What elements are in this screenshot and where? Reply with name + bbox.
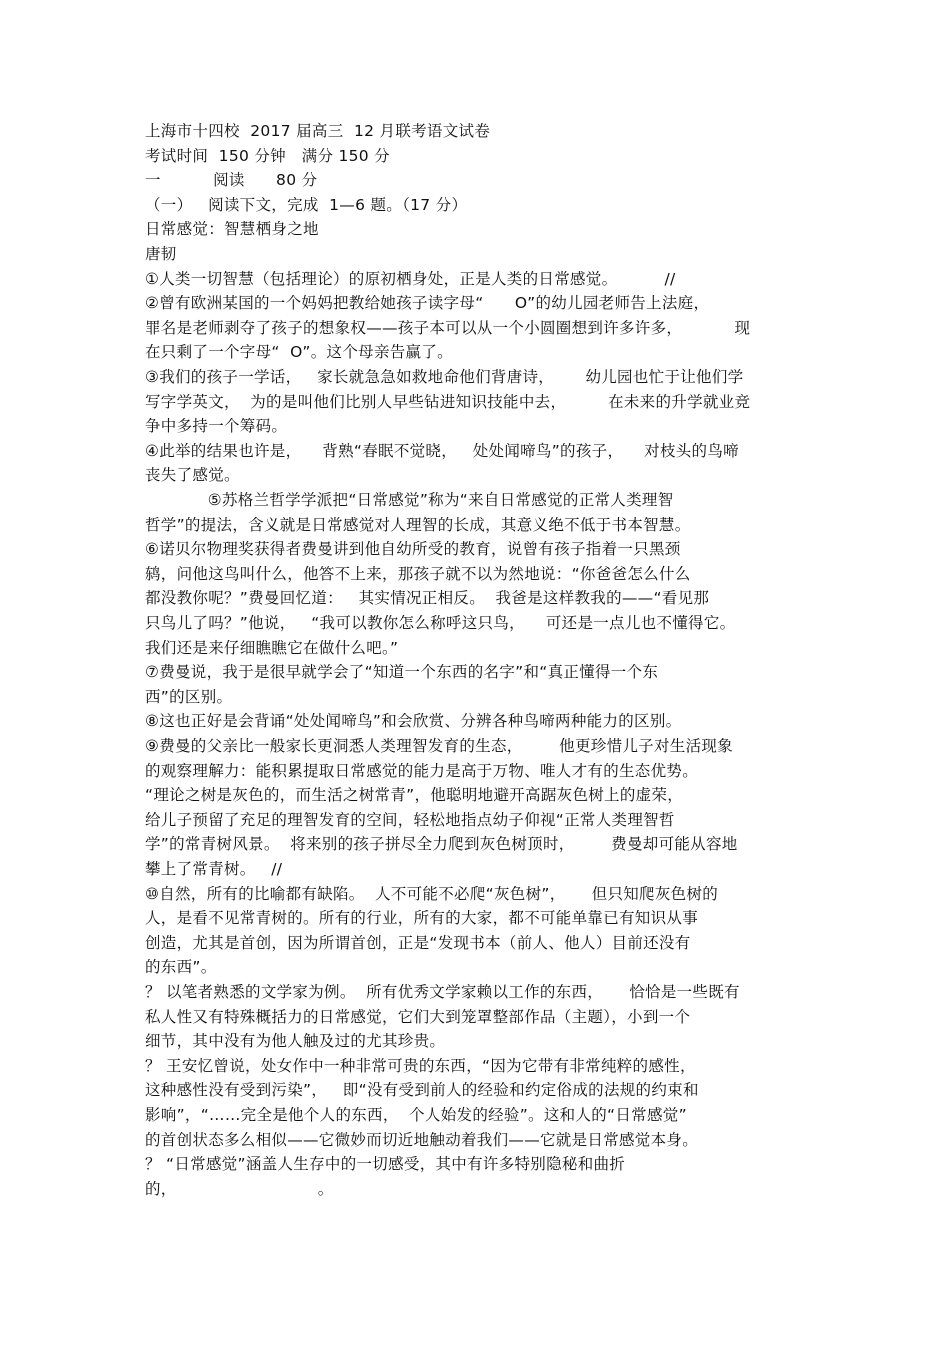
text-line: ⑩自然，所有的比喻都有缺陷。 人不可能不必爬“灰色树”， 但只知爬灰色树的: [145, 884, 719, 903]
text-line: ⑤苏格兰哲学学派把“日常感觉”称为“来自日常感觉的正常人类理智: [145, 491, 674, 509]
text-line: 的， 。: [145, 1179, 334, 1198]
text-line: ？ 以笔者熟悉的文学家为例。 所有优秀文学家赖以工作的东西， 恰恰是一些既有: [145, 983, 740, 1001]
text-line: ？ “日常感觉”涵盖人生存中的一切感受，其中有许多特别隐秘和曲折: [145, 1155, 626, 1174]
text-line: （一） 阅读下文，完成 1—6 题。（17 分）: [145, 195, 468, 214]
text-line: 人，是看不见常青树的。所有的行业，所有的大家，都不可能单靠已有知识从事: [145, 909, 699, 928]
text-line: 细节，其中没有为他人触及过的尤其珍贵。: [145, 1032, 446, 1051]
exam-title: 上海市十四校 2017 届高三 12 月联考语文试卷: [145, 122, 491, 140]
text-line: 丧失了感觉。: [145, 466, 240, 485]
text-line: ⑥诺贝尔物理奖获得者费曼讲到他自幼所受的教育，说曾有孩子指着一只黑颈: [145, 540, 681, 559]
text-line: 在只剩了一个字母“ O”。这个母亲告赢了。: [145, 343, 453, 362]
text-line: ④此举的结果也许是， 背熟“春眠不觉晓， 处处闻啼鸟”的孩子， 对枝头的鸟啼: [145, 441, 739, 460]
text-line: 都没教你呢？”费曼回忆道： 其实情况正相反。 我爸是这样教我的——“看见那: [145, 589, 710, 608]
text-line: ⑦费曼说，我于是很早就学会了“知道一个东西的名字”和“真正懂得一个东: [145, 663, 659, 682]
text-line: 罪名是老师剥夺了孩子的想象权——孩子本可以从一个小圆圈想到许多许多， 现: [145, 318, 751, 337]
text-line: 争中多持一个筹码。: [145, 417, 288, 436]
text-line: 的首创状态多么相似——它微妙而切近地触动着我们——它就是日常感觉本身。: [145, 1130, 699, 1149]
text-line: 的东西”。: [145, 958, 217, 977]
text-line: 鸫，问他这鸟叫什么，他答不上来，那孩子就不以为然地说：“你爸爸怎么什么: [145, 564, 691, 583]
text-line: 写字学英文， 为的是叫他们比别人早些钻进知识技能中去， 在未来的升学就业竞: [145, 392, 751, 411]
text-line: 给儿子预留了充足的理智发育的空间，轻松地指点幼子仰视“正常人类理智哲: [145, 810, 675, 829]
text-line: 私人性又有特殊概括力的日常感觉，它们大到笼罩整部作品（主题），小到一个: [145, 1007, 691, 1026]
text-line: 这种感性没有受到污染”， 即“没有受到前人的经验和约定俗成的法规的约束和: [145, 1081, 699, 1100]
text-line: 只鸟儿了吗？”他说， “我可以教你怎么称呼这只鸟， 可还是一点儿也不懂得它。: [145, 614, 736, 632]
text-line: 攀上了常青树。 //: [145, 860, 283, 878]
text-line: 哲学”的提法，含义就是日常感觉对人理智的长成，其意义绝不低于书本智慧。: [145, 515, 691, 534]
text-line: 日常感觉：智慧栖身之地: [145, 220, 319, 239]
text-line: 的观察理解力：能积累提取日常感觉的能力是高于万物、唯人才有的生态优势。: [145, 761, 699, 780]
text-line: 创造，尤其是首创，因为所谓首创，正是“发现书本（前人、他人）目前还没有: [145, 933, 691, 952]
text-line: ⑧这也正好是会背诵“处处闻啼鸟”和会欣赏、分辨各种鸟啼两种能力的区别。: [145, 712, 682, 731]
text-line: ①人类一切智慧（包括理论）的原初栖身处，正是人类的日常感觉。 //: [145, 269, 676, 288]
text-line: 考试时间 150 分钟 满分 150 分: [145, 146, 390, 165]
text-line: ⑨费曼的父亲比一般家长更洞悉人类理智发育的生态， 他更珍惜儿子对生活现象: [145, 737, 733, 755]
text-line: 一 阅读 80 分: [145, 171, 318, 190]
text-line: 唐韧: [145, 245, 177, 263]
text-line: ③我们的孩子一学话， 家长就急急如救地命他们背唐诗， 幼儿园也忙于让他们学: [145, 368, 744, 386]
text-line: 我们还是来仔细瞧瞧它在做什么吧。”: [145, 638, 399, 657]
text-line: 学”的常青树风景。 将来别的孩子拼尽全力爬到灰色树顶时， 费曼却可能从容地: [145, 835, 738, 854]
text-line: ？ 王安忆曾说，处女作中一种非常可贵的东西，“因为它带有非常纯粹的感性，: [145, 1056, 696, 1075]
text-line: “理论之树是灰色的，而生活之树常青”，他聪明地避开高踞灰色树上的虚荣，: [145, 786, 684, 805]
text-line: 西”的区别。: [145, 687, 233, 706]
text-line: ②曾有欧洲某国的一个妈妈把教给她孩子读字母“ O”的幼儿园老师告上法庭，: [145, 294, 710, 313]
text-line: 影响”，“……完全是他个人的东西， 个人始发的经验”。这和人的“日常感觉”: [145, 1106, 687, 1124]
